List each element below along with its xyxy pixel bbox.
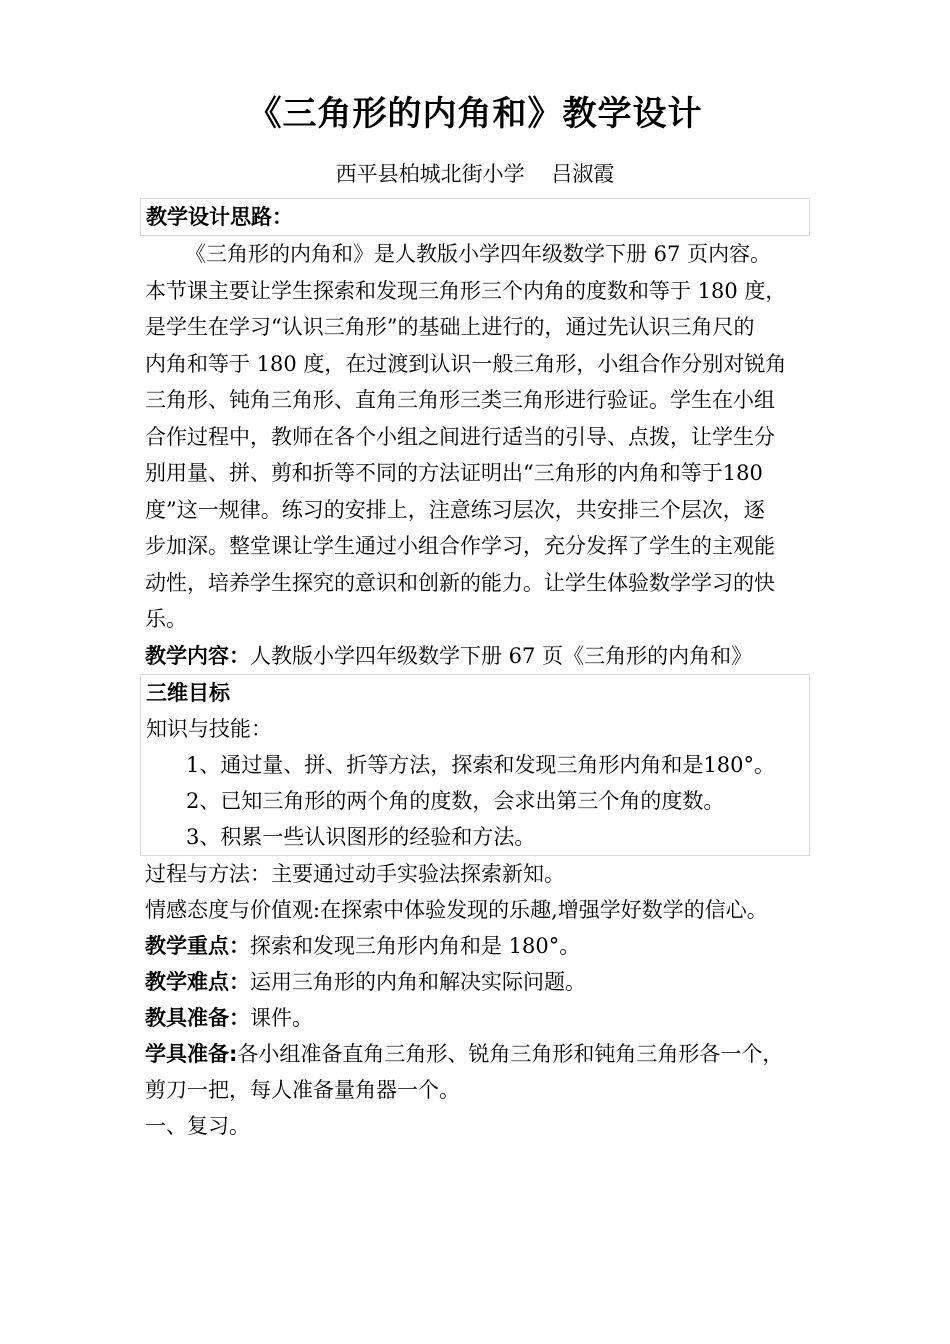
difficulty-label: 教学难点：: [145, 969, 250, 994]
goals-heading: 三维目标: [146, 680, 230, 705]
design-idea-heading: 教学设计思路：: [146, 205, 293, 229]
document-title: 《三角形的内角和》教学设计: [247, 94, 703, 134]
process-method-line: 过程与方法：主要通过动手实验法探索新知。: [145, 861, 565, 886]
goals-box: [140, 674, 810, 856]
difficulty-text: 运用三角形的内角和解决实际问题。: [250, 969, 586, 994]
teaching-content-text: 人教版小学四年级数学下册 67 页《三角形的内角和》: [250, 643, 753, 668]
student-tools-label: 学具准备:: [145, 1041, 238, 1066]
student-tools-text: 各小组准备直角三角形、锐角三角形和钝角三角形各一个，: [237, 1041, 784, 1066]
paragraph-line: 乐。: [145, 607, 187, 631]
student-tools-line-2: 剪刀一把，每人准备量角器一个。: [145, 1077, 460, 1102]
author-line: 西平县柏城北街小学 吕淑霞: [335, 162, 615, 186]
knowledge-label: 知识与技能：: [146, 716, 272, 741]
goal-item: 1、通过量、拼、折等方法，探索和发现三角形内角和是180°。: [186, 752, 775, 777]
paragraph-line: 三角形、钝角三角形、直角三角形三类三角形进行验证。学生在小组: [145, 388, 775, 412]
document-body: [145, 198, 810, 1144]
paragraph-line: 是学生在学习“认识三角形”的基础上进行的，通过先认识三角尺的: [145, 315, 755, 339]
paragraph-line: 内角和等于 180 度，在过渡到认识一般三角形，小组合作分别对锐角: [145, 351, 787, 376]
paragraph-line: 《三角形的内角和》是人教版小学四年级数学下册 67 页内容。: [185, 242, 772, 266]
goal-item: 3、积累一些认识图形的经验和方法。: [186, 824, 536, 849]
difficulty-line: [145, 964, 810, 1000]
teacher-tools-label: 教具准备：: [145, 1005, 250, 1030]
paragraph-line: 别用量、拼、剪和折等不同的方法证明出“三角形的内角和等于180: [145, 461, 763, 485]
paragraph-line: 本节课主要让学生探索和发现三角形三个内角的度数和等于 180 度，: [145, 278, 787, 303]
student-tools-line: [145, 1036, 810, 1072]
emotion-line: 情感态度与价值观:在探索中体验发现的乐趣,增强学好数学的信心。: [145, 897, 768, 922]
key-point-label: 教学重点：: [145, 933, 250, 958]
teacher-tools-text: 课件。: [250, 1005, 313, 1030]
key-point-line: [145, 928, 810, 964]
design-idea-heading-box: [140, 198, 810, 236]
paragraph-line: 合作过程中，教师在各个小组之间进行适当的引导、点拨，让学生分: [145, 424, 775, 449]
key-point-text: 探索和发现三角形内角和是 180°。: [250, 933, 581, 958]
goal-item: 2、已知三角形的两个角的度数，会求出第三个角的度数。: [186, 788, 725, 813]
paragraph-line: 度”这一规律。练习的安排上，注意练习层次，共安排三个层次，逐: [145, 497, 765, 522]
teaching-content-line: [145, 638, 810, 674]
teaching-content-label: 教学内容：: [145, 643, 250, 668]
section-review-heading: 一、复习。: [145, 1113, 250, 1138]
design-idea-paragraph: [145, 236, 810, 638]
paragraph-line: 动性，培养学生探究的意识和创新的能力。让学生体验数学学习的快: [145, 570, 775, 595]
paragraph-line: 步加深。整堂课让学生通过小组合作学习，充分发挥了学生的主观能: [145, 534, 775, 558]
teacher-tools-line: [145, 1000, 810, 1036]
